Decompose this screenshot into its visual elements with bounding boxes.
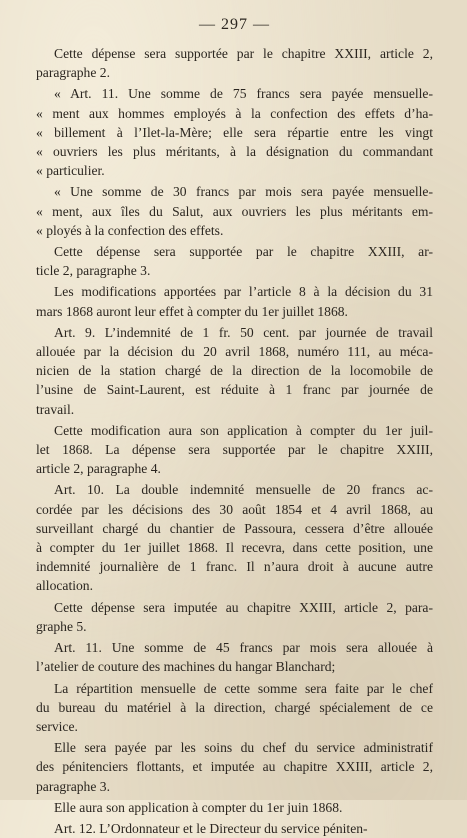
text-line: « ployés à la confection des effets. — [36, 222, 224, 238]
text-line: Elle sera payée par les soins du chef du service administratif — [54, 740, 433, 756]
paragraph — [36, 819, 433, 838]
text-line: Les modifications apportées par l’article 8 à la décision du 31 — [54, 284, 433, 300]
paragraph — [36, 421, 433, 479]
paragraph — [36, 84, 433, 180]
text-line: travail. — [36, 401, 75, 417]
text-line: Art. 11. Une somme de 45 francs par mois sera allouée à — [54, 640, 433, 656]
text-line: indemnité journalière de 1 franc. Il n’aura droit à aucune autre — [36, 559, 433, 575]
text-line: Cette dépense sera supportée par le chapitre XXIII, ar- — [54, 244, 433, 260]
text-line: « Une somme de 30 francs par mois sera payée mensuelle- — [54, 184, 433, 200]
paragraph — [36, 679, 433, 737]
text-line: nicien de la station chargé de la direction de la locomobile de — [36, 363, 433, 379]
text-line: « billement à l’Ilet-la-Mère; elle sera répartie entre les vingt — [36, 124, 433, 140]
text-line: l’usine de Saint-Laurent, est réduite à 1 franc par journée de — [36, 382, 433, 398]
text-line: à compter du 1er juillet 1868. Il recevra, dans cette position, une — [36, 540, 433, 556]
paragraph — [36, 598, 433, 636]
paragraph — [36, 242, 433, 280]
text-line: ticle 2, paragraphe 3. — [36, 263, 151, 279]
text-line: Cette modification aura son application à compter du 1er juil- — [54, 422, 433, 438]
text-line: « ment, aux îles du Salut, aux ouvriers les plus méritants em- — [36, 203, 433, 219]
text-line: « Art. 11. Une somme de 75 francs sera payée mensuelle- — [54, 86, 433, 102]
text-line: graphe 5. — [36, 618, 87, 634]
text-line: Art. 12. L’Ordonnateur et le Directeur du service péniten- — [54, 820, 368, 836]
text-line: Art. 9. L’indemnité de 1 fr. 50 cent. par journée de travail — [54, 324, 433, 340]
text-line: paragraphe 3. — [36, 778, 110, 794]
paragraph — [36, 182, 433, 240]
text-line: « ouvriers les plus méritants, à la désignation du commandant — [36, 144, 433, 160]
paragraph — [36, 798, 433, 817]
text-line: Cette dépense sera imputée au chapitre XXIII, article 2, para- — [54, 599, 433, 615]
text-line: La répartition mensuelle de cette somme sera faite par le chef — [54, 680, 433, 696]
text-line: cordée par les décisions des 30 août 1854 et 4 avril 1868, au — [36, 501, 433, 517]
text-line: service. — [36, 718, 78, 734]
paragraph — [36, 738, 433, 796]
paragraph — [36, 638, 433, 676]
text-line: l’atelier de couture des machines du hangar Blanchard; — [36, 659, 336, 675]
text-line: Elle aura son application à compter du 1er juin 1868. — [54, 799, 343, 815]
document-body — [36, 44, 433, 838]
text-line: « particulier. — [36, 163, 105, 179]
text-line: mars 1868 auront leur effet à compter du 1er juillet 1868. — [36, 303, 348, 319]
text-line: allouée par la décision du 20 avril 1868, numéro 111, au méca- — [36, 344, 433, 360]
text-line: allocation. — [36, 578, 93, 594]
paragraph — [36, 44, 433, 82]
text-line: « ment aux hommes employés à la confection des effets d’ha- — [36, 105, 433, 121]
page-number: — 297 — — [199, 16, 270, 33]
text-line: Cette dépense sera supportée par le chapitre XXIII, article 2, — [54, 46, 433, 61]
text-line: Art. 10. La double indemnité mensuelle de 20 francs ac- — [54, 482, 433, 498]
text-line: du bureau du matériel à la direction, chargé spécialement de ce — [36, 699, 433, 715]
paragraph — [36, 282, 433, 320]
text-line: des pénitenciers flottants, et imputée au chapitre XXIII, article 2, — [36, 759, 433, 775]
paragraph — [36, 480, 433, 595]
paragraph — [36, 323, 433, 419]
text-line: surveillant chargé du chantier de Passoura, cessera d’être allouée — [36, 520, 433, 536]
text-line: article 2, paragraphe 4. — [36, 461, 161, 477]
text-line: let 1868. La dépense sera supportée par le chapitre XXIII, — [36, 442, 433, 458]
text-line: paragraphe 2. — [36, 65, 110, 81]
